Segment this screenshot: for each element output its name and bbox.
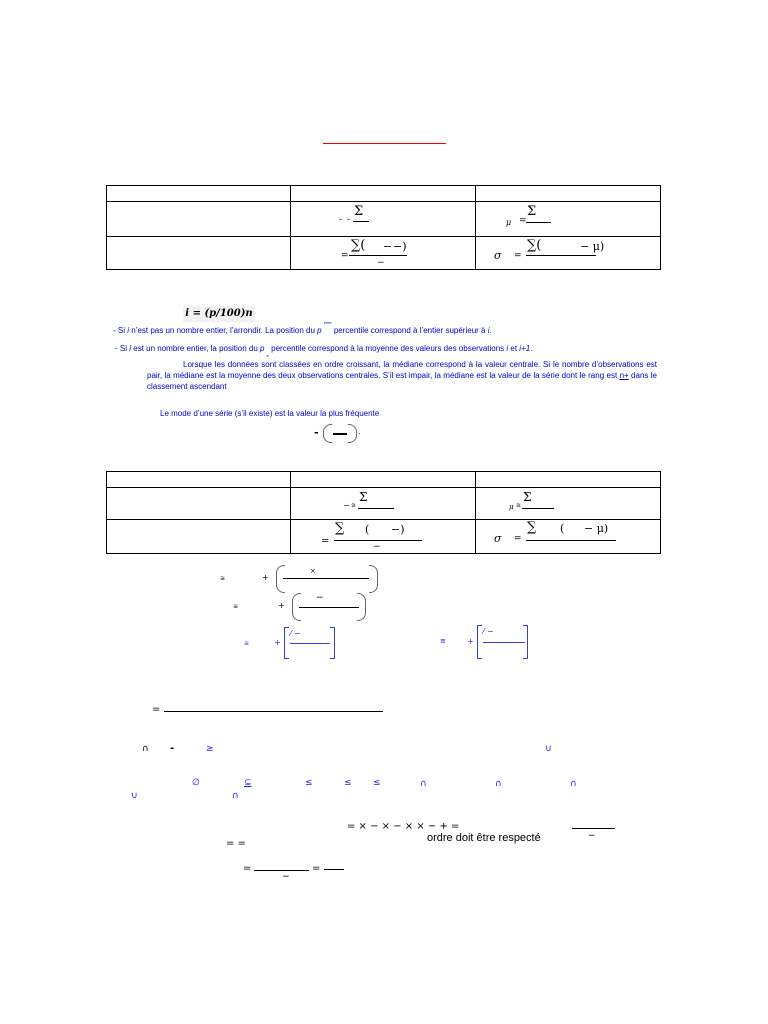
mode-definition: Le mode d’une série (s’il existe) est la valeur la plus fréquente (160, 409, 380, 418)
percentile-index-formula: i = (p/100)n (183, 306, 255, 322)
title-underline (323, 143, 446, 144)
population-sample-table (106, 185, 661, 270)
median-paragraph: Lorsque les données sont classées en ordre croissant, la médiane correspond à la valeur centrale. Si le nombre d’observations est pair, la médiane est la moyenne des deux observations centrales. S’il est impair, la médiane est la valeur de la série dont le rang est n+ dans le classement ascendant (147, 360, 657, 391)
table2-population-mean: μ ≅ Σ (476, 488, 661, 520)
grouped-data-table (106, 471, 661, 554)
table1-sample-mean: - - Σ (291, 202, 476, 237)
order-note: ordre doit être respecté (427, 832, 541, 844)
combination-equals: = = (226, 838, 246, 849)
table2-sample-mean: − ≅ Σ (291, 488, 476, 520)
table1-population-variance: σ = ∑( − μ) (476, 237, 661, 270)
table1-population-mean: μ = Σ (476, 202, 661, 237)
table1-label-variance (107, 237, 291, 270)
percentile-rule-2: - Si i est un nombre entier, la position du p $_e$ percentile correspond à la moyenne des valeurs des observations i et i+1. (115, 344, 533, 358)
table2-population-variance: σ = ∑ ( − μ) (476, 520, 661, 554)
table1-sample-variance: = ∑( − −) − (291, 237, 476, 270)
table2-label-variance (107, 520, 291, 554)
table1-label-mean (107, 202, 291, 237)
percentile-rule-1: - Si i n’est pas un nombre entier, l’arrondir. La position du p $^{ème}$ percentile correspond à l’entier supérieur à i. (113, 320, 492, 335)
table2-sample-variance: = ∑ ( −) − (291, 520, 476, 554)
table2-label-mean (107, 488, 291, 520)
